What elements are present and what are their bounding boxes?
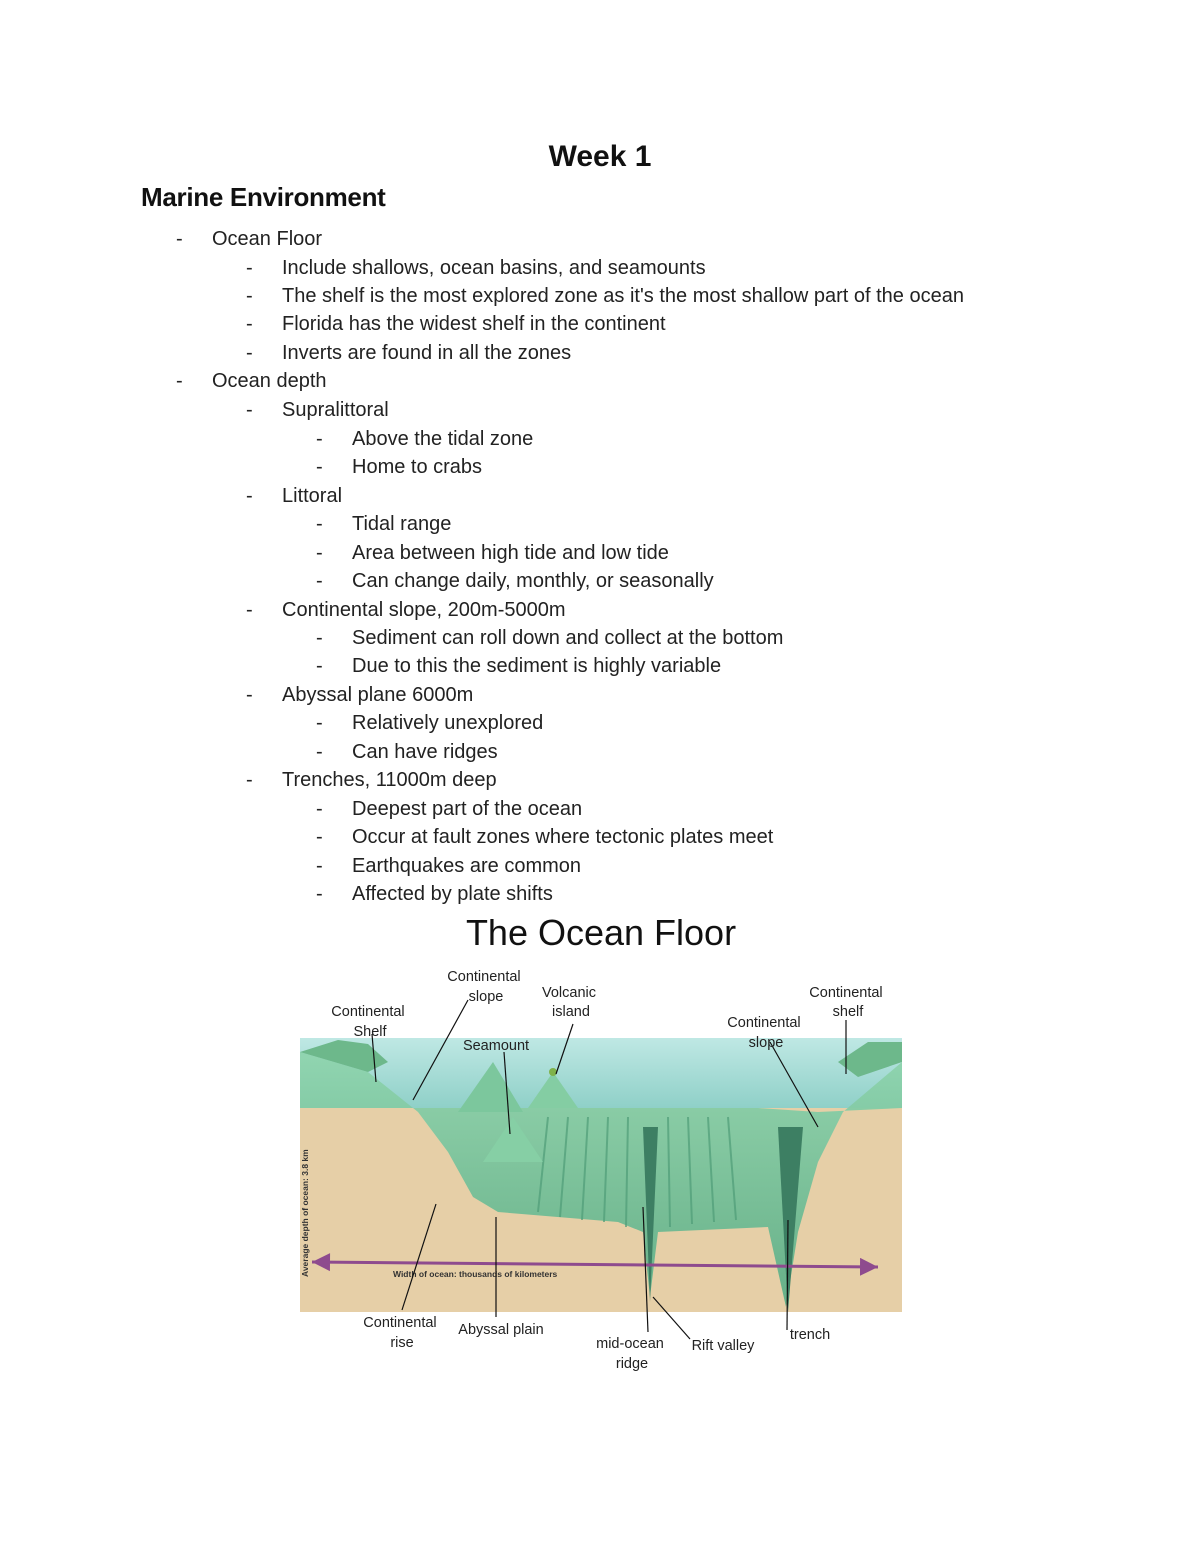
list-item-text: Relatively unexplored xyxy=(352,712,544,734)
list-item xyxy=(246,399,389,427)
ocean-floor-figure xyxy=(298,912,904,1382)
label-continental-slope-left-1: Continental xyxy=(447,969,521,985)
list-item xyxy=(316,883,553,911)
svg-text:Continental slope xyxy=(447,969,524,1005)
bullet-dash: - xyxy=(176,228,183,250)
svg-text:Continental Shelf xyxy=(331,1004,408,1040)
list-item-text: Ocean depth xyxy=(212,370,327,392)
bullet-dash: - xyxy=(176,370,183,392)
bullet-dash: - xyxy=(316,627,323,649)
figure-title: The Ocean Floor xyxy=(465,912,737,953)
list-item xyxy=(246,769,497,797)
label-continental-rise-2: rise xyxy=(390,1335,414,1351)
list-item xyxy=(246,257,706,285)
list-item-text: Occur at fault zones where tectonic plates meet xyxy=(352,826,774,848)
list-item xyxy=(316,542,669,570)
list-item xyxy=(246,684,474,712)
list-item xyxy=(316,741,498,769)
list-item xyxy=(316,655,722,683)
label-seamount: Seamount xyxy=(462,1038,530,1054)
bullet-dash: - xyxy=(316,741,323,763)
list-item-text: Area between high tide and low tide xyxy=(352,542,669,564)
list-item-text: Supralittoral xyxy=(282,399,389,421)
svg-text:Continental shelf xyxy=(809,985,886,1020)
bullet-dash: - xyxy=(246,285,253,307)
list-item-text: Trenches, 11000m deep xyxy=(282,769,497,791)
list-item xyxy=(316,826,774,854)
ocean-floor-diagram xyxy=(298,912,904,1382)
label-mid-ocean-ridge-2: ridge xyxy=(615,1356,649,1372)
list-item xyxy=(316,513,452,541)
bullet-dash: - xyxy=(316,570,323,592)
list-item-text: Florida has the widest shelf in the continent xyxy=(282,313,666,335)
label-continental-slope-left-2: slope xyxy=(468,989,504,1005)
list-item-text: Deepest part of the ocean xyxy=(352,798,583,820)
bullet-dash: - xyxy=(316,513,323,535)
label-mid-ocean-ridge-1: mid-ocean xyxy=(596,1336,664,1352)
bullet-dash: - xyxy=(316,542,323,564)
section-heading: Marine Environment xyxy=(141,182,386,212)
list-item-text: Affected by plate shifts xyxy=(352,883,553,905)
svg-text:Volcanic island xyxy=(542,985,600,1020)
bullet-dash: - xyxy=(246,342,253,364)
label-trench: trench xyxy=(789,1327,831,1343)
list-item-text: Can change daily, monthly, or seasonally xyxy=(352,570,714,592)
list-item-text: Abyssal plane 6000m xyxy=(282,684,474,706)
bullet-dash: - xyxy=(316,655,323,677)
width-axis-label: Width of ocean: thousands of kilometers xyxy=(393,1269,558,1279)
list-item-text: Earthquakes are common xyxy=(352,855,582,877)
list-item-text: Continental slope, 200m-5000m xyxy=(282,599,566,621)
label-volcanic-island-1: Volcanic xyxy=(541,985,596,1001)
list-item xyxy=(316,798,583,826)
bullet-dash: - xyxy=(246,769,253,791)
list-item xyxy=(316,456,483,484)
label-continental-shelf-right-1: Continental xyxy=(809,985,883,1001)
list-item xyxy=(316,570,714,598)
bullet-dash: - xyxy=(246,257,253,279)
label-abyssal-plain: Abyssal plain xyxy=(458,1322,544,1338)
label-continental-slope-right-2: slope xyxy=(748,1035,784,1051)
list-item xyxy=(246,285,964,313)
svg-text:mid-ocean ridge xyxy=(596,1336,668,1372)
label-continental-slope-right-1: Continental xyxy=(727,1015,801,1031)
page-title: Week 1 xyxy=(548,140,652,173)
list-item-text: Include shallows, ocean basins, and seamounts xyxy=(282,257,706,279)
list-item-text: Can have ridges xyxy=(352,741,498,763)
bullet-dash: - xyxy=(316,855,323,877)
bullet-dash: - xyxy=(246,684,253,706)
label-continental-shelf-left-1: Continental xyxy=(331,1004,405,1020)
bullet-dash: - xyxy=(316,712,323,734)
bullet-dash: - xyxy=(316,456,323,478)
bullet-dash: - xyxy=(316,883,323,905)
label-continental-shelf-left-2: Shelf xyxy=(353,1024,387,1040)
list-item-text: Littoral xyxy=(282,485,343,507)
list-item xyxy=(246,313,666,341)
bullet-dash: - xyxy=(246,313,253,335)
list-item-text: Sediment can roll down and collect at the bottom xyxy=(352,627,784,649)
list-item-text: Ocean Floor xyxy=(212,228,323,250)
label-continental-shelf-right-2: shelf xyxy=(832,1004,864,1020)
bullet-dash: - xyxy=(316,826,323,848)
list-item xyxy=(246,485,343,513)
label-volcanic-island-2: island xyxy=(552,1004,590,1020)
bullet-dash: - xyxy=(246,399,253,421)
list-item xyxy=(316,855,582,883)
bullet-dash: - xyxy=(316,798,323,820)
svg-text:Continental rise xyxy=(363,1315,440,1351)
bullet-dash: - xyxy=(246,599,253,621)
list-item-text: Above the tidal zone xyxy=(352,428,534,450)
list-item-text: Inverts are found in all the zones xyxy=(282,342,572,364)
list-item-text: Due to this the sediment is highly variable xyxy=(352,655,722,677)
list-item xyxy=(176,370,327,398)
label-rift-valley: Rift valley xyxy=(691,1338,755,1354)
bullet-dash: - xyxy=(246,485,253,507)
bullet-dash: - xyxy=(316,428,323,450)
depth-axis-label: Average depth of ocean: 3.8 km xyxy=(300,1149,310,1277)
list-item xyxy=(246,342,572,370)
list-item xyxy=(246,599,566,627)
label-continental-rise-1: Continental xyxy=(363,1315,437,1331)
list-item-text: Home to crabs xyxy=(352,456,483,478)
list-item xyxy=(176,228,323,256)
list-item xyxy=(316,627,784,655)
list-item-text: Tidal range xyxy=(352,513,452,535)
list-item xyxy=(316,712,544,740)
list-item xyxy=(316,428,534,456)
list-item-text: The shelf is the most explored zone as it's the most shallow part of the ocean xyxy=(282,285,964,307)
